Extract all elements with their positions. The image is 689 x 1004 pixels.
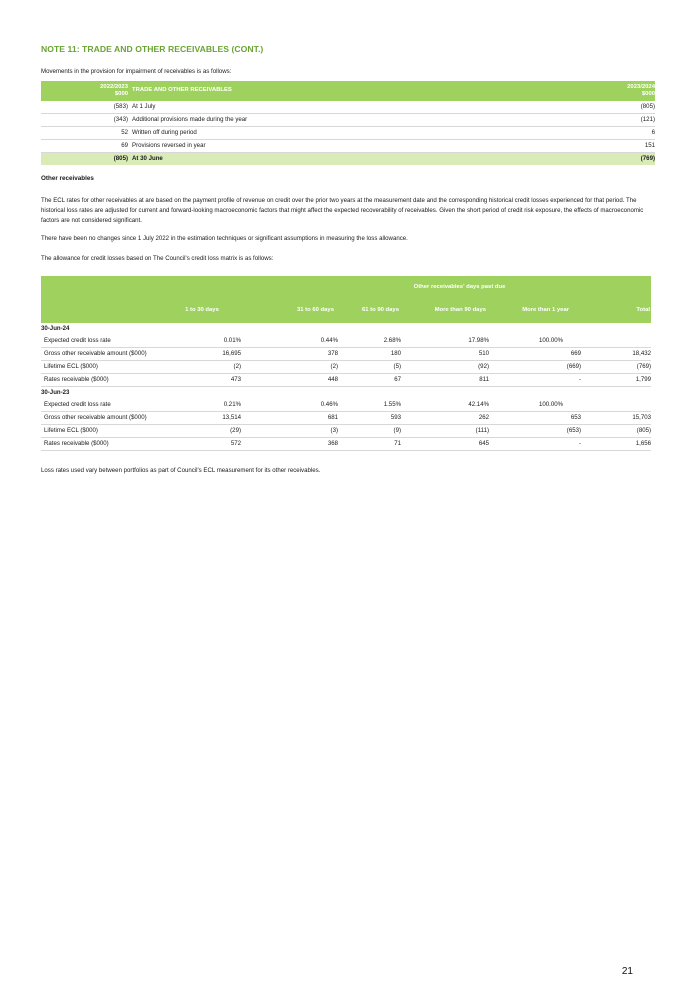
- prior-value: 52: [41, 127, 128, 140]
- row-label: Expected credit loss rate: [41, 335, 163, 348]
- current-value: (805): [604, 101, 655, 114]
- ecl-explanation-paragraph: The ECL rates for other receivables at are based on the payment profile of revenue on credit over the prior two years at the measurement date and the corresponding historical credit losses experienced for that period. The historical loss rates are adjusted for current and forward-looking macroeconomic factors that might affect the expected recoverability of receivables. Given the short period of credit risk exposure, the effects of macroeconomic factors are not considered significant.: [41, 197, 644, 224]
- year-row: [41, 387, 651, 400]
- column-header: Total: [581, 299, 651, 323]
- movement-header-row: [41, 81, 655, 101]
- prior-value: (583): [41, 101, 128, 114]
- cell: 71: [338, 438, 401, 451]
- note-title: NOTE 11: TRADE AND OTHER RECEIVABLES (CONT.): [41, 44, 264, 54]
- column-header: 61 to 90 days: [338, 299, 401, 323]
- prior-year-header: 2022/2023 $000: [41, 81, 128, 101]
- cell: 2.68%: [338, 335, 401, 348]
- cell: 16,695: [163, 348, 241, 361]
- cell: 1.55%: [338, 399, 401, 412]
- cell: 378: [241, 348, 338, 361]
- table-row: [41, 361, 651, 374]
- cell: -: [489, 438, 581, 451]
- no-changes-paragraph: There have been no changes since 1 July 2022 in the estimation techniques or significant assumptions in measuring the loss allowance.: [41, 235, 408, 242]
- column-header: More than 90 days: [401, 299, 489, 323]
- cell: 572: [163, 438, 241, 451]
- cell: 653: [489, 412, 581, 425]
- total-row: [41, 153, 655, 166]
- table-row: [41, 399, 651, 412]
- row-label: At 1 July: [128, 101, 604, 114]
- cell: 180: [338, 348, 401, 361]
- row-label: Rates receivable ($000): [41, 374, 163, 387]
- cell: (5): [338, 361, 401, 374]
- cell: 0.21%: [163, 399, 241, 412]
- page-number: 21: [621, 966, 633, 977]
- other-receivables-heading: Other receivables: [41, 175, 94, 182]
- table-row: [41, 374, 651, 387]
- provision-movement-table: [41, 81, 655, 165]
- credit-loss-matrix-table: [41, 276, 651, 451]
- current-value: 6: [604, 127, 655, 140]
- cell: 811: [401, 374, 489, 387]
- column-header: 1 to 30 days: [163, 299, 241, 323]
- cell: (9): [338, 425, 401, 438]
- cell: 473: [163, 374, 241, 387]
- cell: 681: [241, 412, 338, 425]
- prior-total: (805): [41, 153, 128, 166]
- row-label: Gross other receivable amount ($000): [41, 348, 163, 361]
- cell: 0.44%: [241, 335, 338, 348]
- row-label: Written off during period: [128, 127, 604, 140]
- table-row: [41, 438, 651, 451]
- cell: -: [489, 374, 581, 387]
- cell: 18,432: [581, 348, 651, 361]
- table-row: [41, 101, 655, 114]
- current-value: (121): [604, 114, 655, 127]
- cell: 368: [241, 438, 338, 451]
- matrix-band-row: [41, 276, 651, 299]
- cell: 510: [401, 348, 489, 361]
- table-row: [41, 335, 651, 348]
- prior-value: 69: [41, 140, 128, 153]
- current-year-header: 2023/2024 $000: [604, 81, 655, 101]
- cell: 645: [401, 438, 489, 451]
- year-label: 30-Jun-24: [41, 325, 70, 333]
- cell: 100.00%: [489, 335, 581, 348]
- total-label: At 30 June: [128, 153, 604, 166]
- cell: 593: [338, 412, 401, 425]
- cell: (92): [401, 361, 489, 374]
- current-value: 151: [604, 140, 655, 153]
- year-label: 30-Jun-23: [41, 389, 70, 397]
- cell: (111): [401, 425, 489, 438]
- table-row: [41, 412, 651, 425]
- row-label: Gross other receivable amount ($000): [41, 412, 163, 425]
- cell: [581, 335, 651, 348]
- cell: (3): [241, 425, 338, 438]
- cell: (669): [489, 361, 581, 374]
- cell: 42.14%: [401, 399, 489, 412]
- table-row: [41, 114, 655, 127]
- cell: 13,514: [163, 412, 241, 425]
- movement-intro: Movements in the provision for impairment of receivables is as follows:: [41, 68, 232, 75]
- cell: (2): [241, 361, 338, 374]
- cell: 0.01%: [163, 335, 241, 348]
- cell: [581, 399, 651, 412]
- cell: (805): [581, 425, 651, 438]
- current-total: (769): [604, 153, 655, 166]
- cell: 0.46%: [241, 399, 338, 412]
- cell: (769): [581, 361, 651, 374]
- cell: (2): [163, 361, 241, 374]
- document-page: [41, 0, 655, 1004]
- prior-value: (343): [41, 114, 128, 127]
- allowance-intro-paragraph: The allowance for credit losses based on The Council's credit loss matrix is as follows:: [41, 255, 274, 262]
- table-row: [41, 425, 651, 438]
- table-row: [41, 348, 651, 361]
- loss-rates-note: Loss rates used vary between portfolios as part of Council's ECL measurement for its other receivables.: [41, 467, 321, 474]
- cell: 15,703: [581, 412, 651, 425]
- cell: 100.00%: [489, 399, 581, 412]
- cell: 1,799: [581, 374, 651, 387]
- cell: 17.98%: [401, 335, 489, 348]
- cell: 1,656: [581, 438, 651, 451]
- row-label: Rates receivable ($000): [41, 438, 163, 451]
- column-header: More than 1 year: [489, 299, 581, 323]
- year-row: [41, 323, 651, 335]
- row-label: Lifetime ECL ($000): [41, 361, 163, 374]
- row-label: Expected credit loss rate: [41, 399, 163, 412]
- cell: 67: [338, 374, 401, 387]
- cell: 448: [241, 374, 338, 387]
- movement-category-header: TRADE AND OTHER RECEIVABLES: [128, 81, 604, 101]
- column-header: 31 to 60 days: [241, 299, 338, 323]
- cell: 262: [401, 412, 489, 425]
- cell: 669: [489, 348, 581, 361]
- cell: (653): [489, 425, 581, 438]
- row-label: Additional provisions made during the year: [128, 114, 604, 127]
- days-past-due-band-label: Other receivables' days past due: [338, 276, 581, 299]
- row-label: Provisions reversed in year: [128, 140, 604, 153]
- cell: (29): [163, 425, 241, 438]
- row-label: Lifetime ECL ($000): [41, 425, 163, 438]
- table-row: [41, 127, 655, 140]
- table-row: [41, 140, 655, 153]
- matrix-column-header-row: [41, 299, 651, 323]
